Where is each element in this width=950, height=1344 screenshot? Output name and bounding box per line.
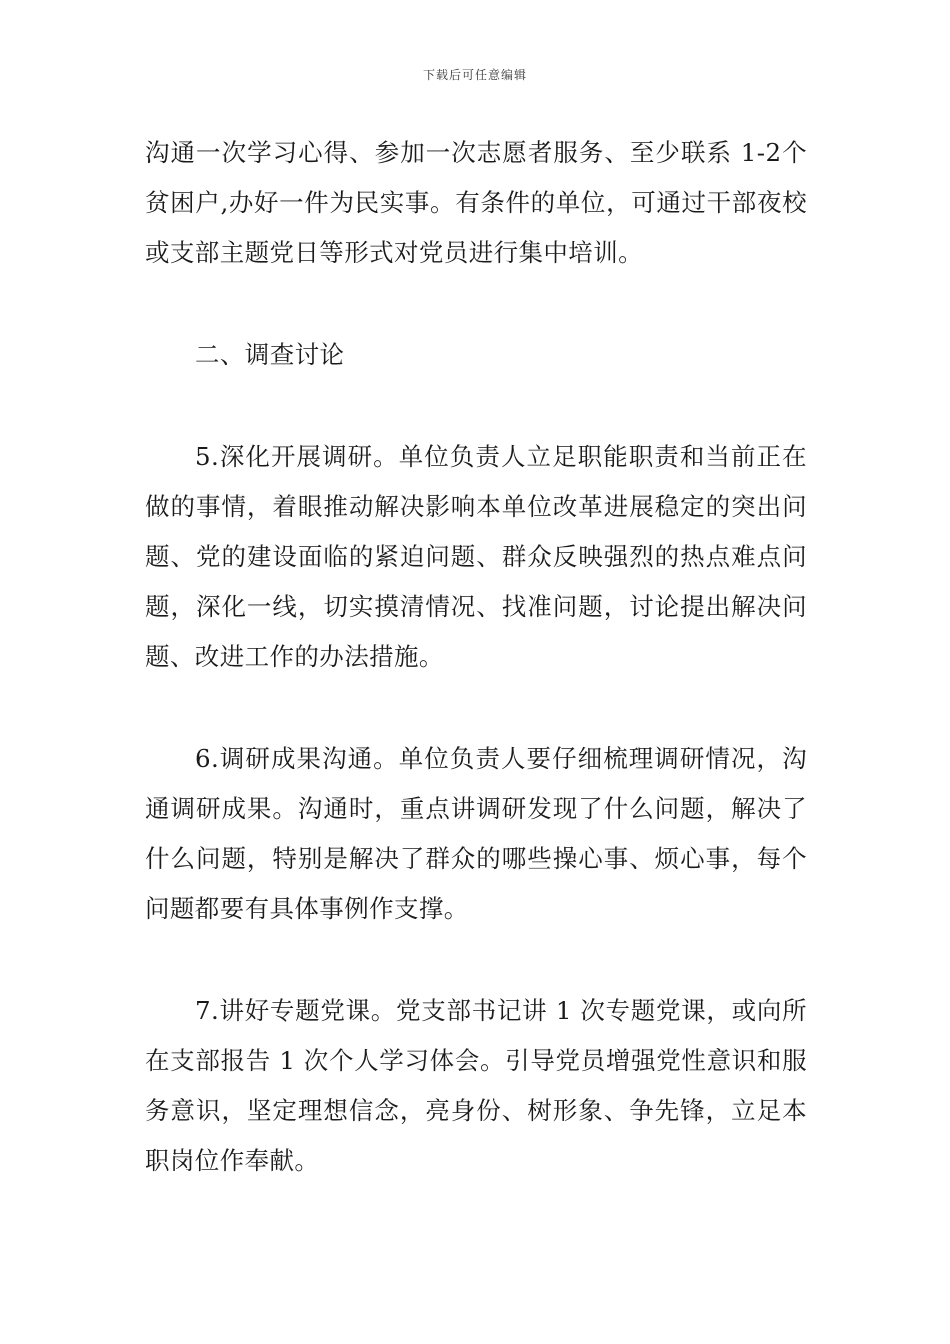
header-note: 下载后可任意编辑 [422,68,527,82]
paragraph-item-6: 6.调研成果沟通。单位负责人要仔细梳理调研情况，沟通调研成果。沟通时，重点讲调研发现了什么问题，解决了什么问题，特别是解决了群众的哪些操心事、烦心事，每个问题都要有具体事例作支撑。 [145,744,807,923]
section-heading: 二、调查讨论 [195,340,345,369]
paragraph-item-5: 5.深化开展调研。单位负责人立足职能职责和当前正在做的事情，着眼推动解决影响本单位改革进展稳定的突出问题、党的建设面临的紧迫问题、群众反映强烈的热点难点问题，深化一线，切实摸清情况、找准问题，讨论提出解决问题、改进工作的办法措施。 [145,442,807,671]
paragraph-item-7: 7.讲好专题党课。党支部书记讲 1 次专题党课，或向所在支部报告 1 次个人学习体会。引导党员增强党性意识和服务意识，坚定理想信念，亮身份、树形象、争先锋，立足本职岗位作奉献。 [145,996,807,1175]
document-body [145,128,807,1238]
paragraph-continuation: 沟通一次学习心得、参加一次志愿者服务、至少联系 1-2个贫困户,办好一件为民实事。有条件的单位，可通过干部夜校或支部主题党日等形式对党员进行集中培训。 [145,138,807,267]
